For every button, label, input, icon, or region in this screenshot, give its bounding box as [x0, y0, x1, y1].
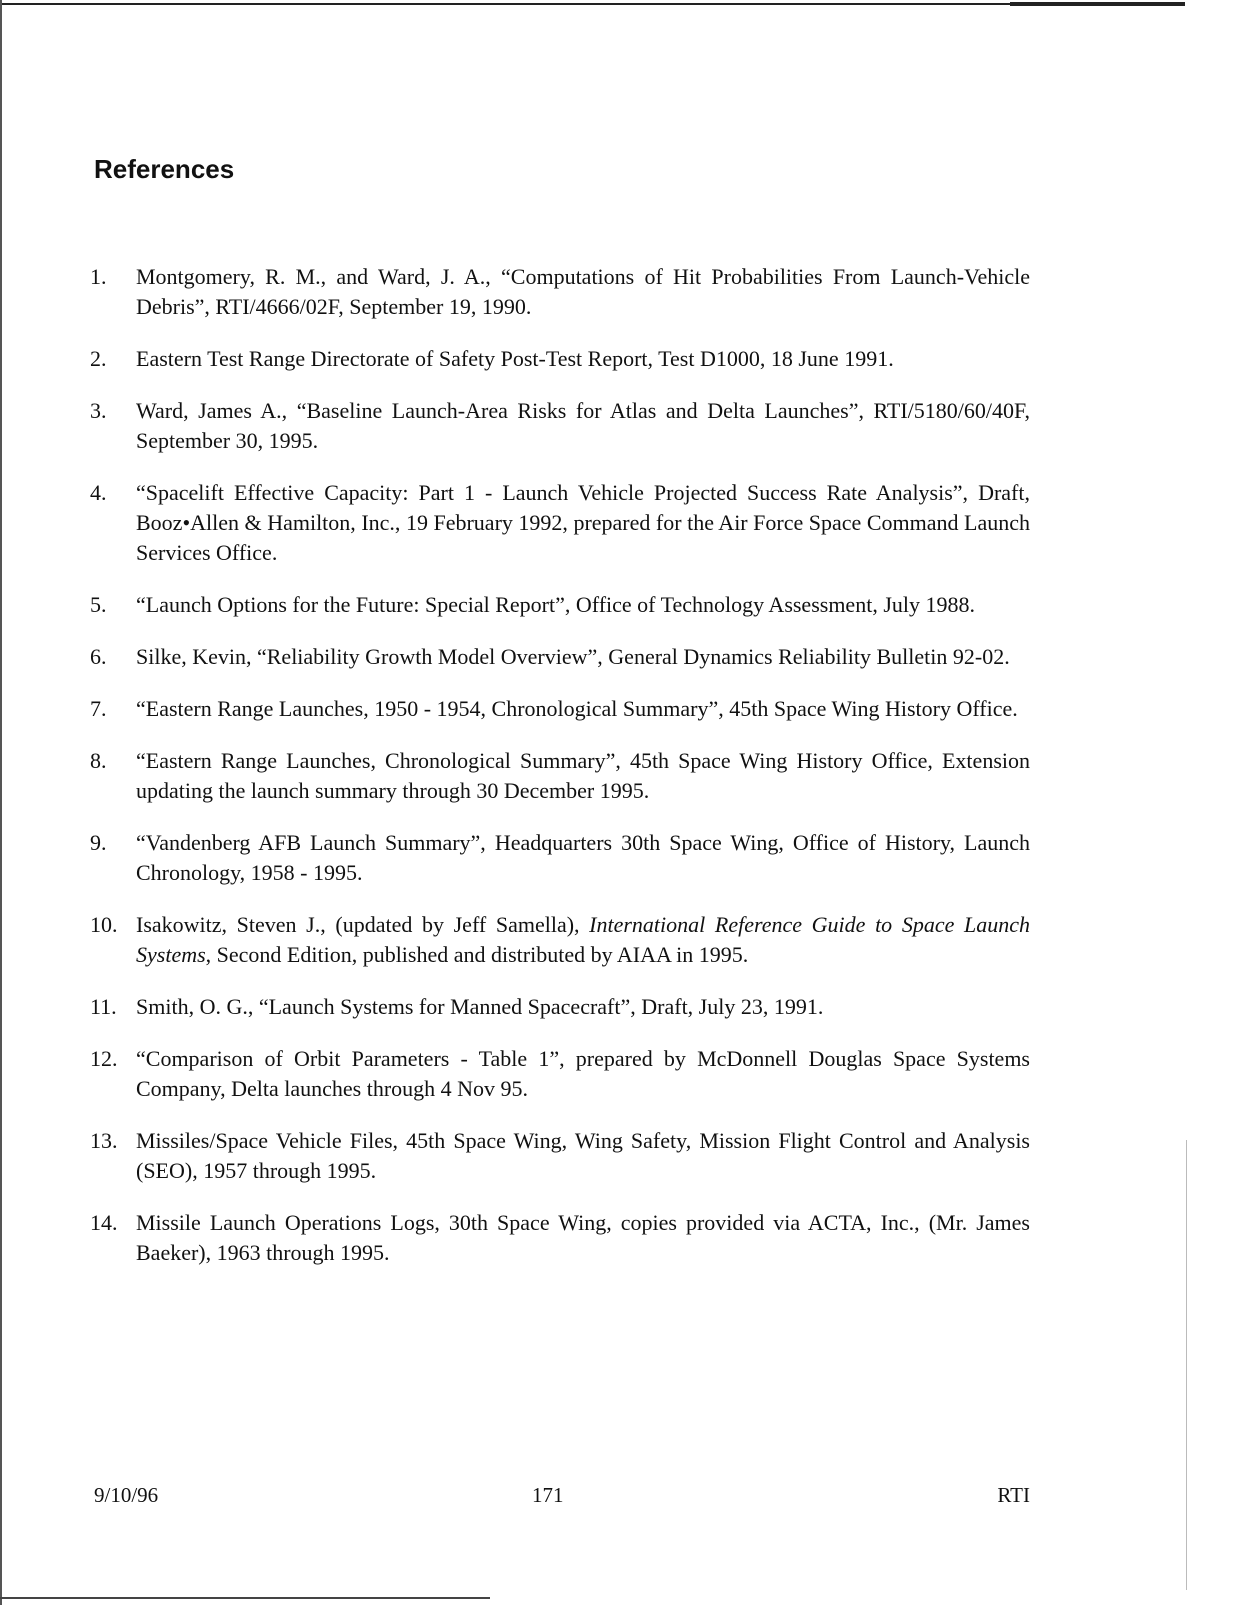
- reference-item-7: [90, 694, 1030, 724]
- reference-text-after: , Second Edition, published and distributed by AIAA in 1995.: [205, 942, 749, 967]
- page-footer: [94, 1483, 1030, 1513]
- reference-number: 2.: [90, 346, 107, 371]
- reference-number: 1.: [90, 264, 107, 289]
- reference-number: 13.: [90, 1128, 118, 1153]
- reference-text: “Eastern Range Launches, Chronological Summary”, 45th Space Wing History Office, Extension updating the launch summary through 30 December 1995.: [136, 748, 1030, 803]
- reference-item-12: [90, 1044, 1030, 1104]
- reference-text: “Launch Options for the Future: Special Report”, Office of Technology Assessment, July 1988.: [136, 592, 975, 617]
- reference-text: Missile Launch Operations Logs, 30th Space Wing, copies provided via ACTA, Inc., (Mr. James Baeker), 1963 through 1995.: [136, 1210, 1030, 1265]
- reference-item-3: [90, 396, 1030, 456]
- reference-number: 14.: [90, 1210, 118, 1235]
- top-rule: [0, 3, 1185, 5]
- reference-number: 6.: [90, 644, 107, 669]
- reference-item-6: [90, 642, 1030, 672]
- reference-item-4: [90, 478, 1030, 568]
- scan-right-edge: [1186, 1140, 1187, 1590]
- reference-text: Eastern Test Range Directorate of Safety Post-Test Report, Test D1000, 18 June 1991.: [136, 346, 894, 371]
- reference-text: Ward, James A., “Baseline Launch-Area Risks for Atlas and Delta Launches”, RTI/5180/60/40F, September 30, 1995.: [136, 398, 1030, 453]
- reference-item-9: [90, 828, 1030, 888]
- page-heading: References: [94, 154, 235, 184]
- reference-item-1: [90, 262, 1030, 322]
- reference-text: Smith, O. G., “Launch Systems for Manned Spacecraft”, Draft, July 23, 1991.: [136, 994, 824, 1019]
- reference-text: “Spacelift Effective Capacity: Part 1 - Launch Vehicle Projected Success Rate Analysis”, Draft, Booz•Allen & Hamilton, Inc., 19 February 1992, prepared for the Air Force Space Command Launch Services Office.: [136, 480, 1030, 565]
- reference-item-10: [90, 910, 1030, 970]
- reference-number: 4.: [90, 480, 107, 505]
- bottom-rule: [0, 1597, 490, 1599]
- reference-text-before: Isakowitz, Steven J., (updated by Jeff Samella),: [136, 912, 590, 937]
- reference-number: 7.: [90, 696, 107, 721]
- reference-item-11: [90, 992, 1030, 1022]
- reference-text: “Eastern Range Launches, 1950 - 1954, Chronological Summary”, 45th Space Wing History Office.: [136, 696, 1018, 721]
- reference-item-13: [90, 1126, 1030, 1186]
- reference-number: 11.: [90, 994, 117, 1019]
- reference-number: 5.: [90, 592, 107, 617]
- reference-number: 10.: [90, 912, 118, 937]
- reference-number: 12.: [90, 1046, 118, 1071]
- references-list: [90, 262, 1030, 1290]
- reference-title-italic: International Reference Guide to Space Launch Systems: [136, 912, 1030, 967]
- reference-item-8: [90, 746, 1030, 806]
- footer-organization: RTI: [997, 1483, 1030, 1507]
- reference-number: 8.: [90, 748, 107, 773]
- footer-page-number: 171: [532, 1483, 564, 1507]
- reference-number: 9.: [90, 830, 107, 855]
- scan-left-edge: [0, 0, 2, 1605]
- footer-date: 9/10/96: [94, 1483, 159, 1507]
- reference-item-14: [90, 1208, 1030, 1268]
- reference-text: [136, 912, 1030, 967]
- reference-text: “Comparison of Orbit Parameters - Table 1”, prepared by McDonnell Douglas Space Systems Company, Delta launches through 4 Nov 95.: [136, 1046, 1030, 1101]
- reference-item-5: [90, 590, 1030, 620]
- reference-text: Silke, Kevin, “Reliability Growth Model Overview”, General Dynamics Reliability Bulletin 92-02.: [136, 644, 1010, 669]
- reference-item-2: [90, 344, 1030, 374]
- reference-number: 3.: [90, 398, 107, 423]
- reference-text: Missiles/Space Vehicle Files, 45th Space Wing, Wing Safety, Mission Flight Control and Analysis (SEO), 1957 through 1995.: [136, 1128, 1030, 1183]
- top-rule-thick: [1010, 2, 1185, 6]
- reference-text: “Vandenberg AFB Launch Summary”, Headquarters 30th Space Wing, Office of History, Launch Chronology, 1958 - 1995.: [136, 830, 1030, 885]
- reference-text: Montgomery, R. M., and Ward, J. A., “Computations of Hit Probabilities From Launch-Vehicle Debris”, RTI/4666/02F, September 19, 1990.: [136, 264, 1030, 319]
